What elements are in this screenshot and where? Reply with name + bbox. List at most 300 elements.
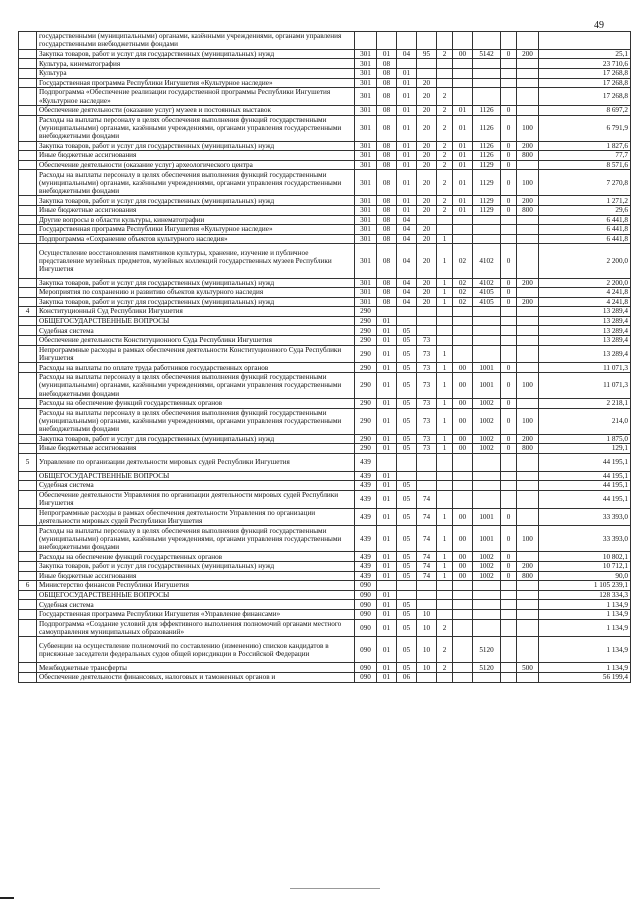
direction-code-cell: 4105 <box>473 288 501 298</box>
activity-code-cell: 00 <box>453 552 473 562</box>
direction-code-cell <box>473 234 501 244</box>
ministry-code-cell: 439 <box>355 471 377 481</box>
subprogram-code-cell: 2 <box>437 160 453 170</box>
program-code-cell: 20 <box>417 105 437 115</box>
item-name-cell: Подпрограмма «Обеспечение реализации государственной программы Республики Ингушетия «Культурное наследие» <box>37 88 355 106</box>
ministry-code-cell: 301 <box>355 160 377 170</box>
direction-code-cell <box>473 453 501 471</box>
subprogram-code-cell: 1 <box>437 434 453 444</box>
row-number-cell <box>19 490 37 508</box>
program-code-cell <box>417 481 437 491</box>
activity-code-cell: 01 <box>453 141 473 151</box>
direction-suffix-cell <box>501 609 517 619</box>
activity-code-cell: 00 <box>453 373 473 399</box>
item-name-cell: Расходы на выплаты персоналу в целях обеспечения выполнения функций государственными (муниципальными) органами, казёнными учреждениями, органами управления государственными внебюджетными фондами <box>37 526 355 552</box>
program-code-cell: 20 <box>417 160 437 170</box>
activity-code-cell: 02 <box>453 297 473 307</box>
activity-code-cell: 02 <box>453 244 473 278</box>
program-code-cell: 74 <box>417 508 437 526</box>
activity-code-cell: 00 <box>453 49 473 59</box>
section-code-cell <box>377 453 397 471</box>
amount-cell: 10 802,1 <box>539 552 631 562</box>
direction-suffix-cell: 0 <box>501 508 517 526</box>
ministry-code-cell: 290 <box>355 326 377 336</box>
subsection-code-cell: 05 <box>397 336 417 346</box>
expense-type-cell: 100 <box>517 408 539 434</box>
ministry-code-cell: 301 <box>355 68 377 78</box>
ministry-code-cell: 090 <box>355 609 377 619</box>
direction-suffix-cell <box>501 215 517 225</box>
expense-type-cell <box>517 481 539 491</box>
row-number-cell <box>19 170 37 196</box>
subsection-code-cell: 01 <box>397 170 417 196</box>
subsection-code-cell: 05 <box>397 637 417 663</box>
program-code-cell <box>417 326 437 336</box>
table-row <box>19 141 631 151</box>
section-code-cell: 01 <box>377 471 397 481</box>
ministry-code-cell: 301 <box>355 278 377 288</box>
item-name-cell: Мероприятия по сохранению и развитию объектов культурного наследия <box>37 288 355 298</box>
direction-code-cell: 1002 <box>473 552 501 562</box>
section-code-cell: 08 <box>377 205 397 215</box>
amount-cell: 13 289,4 <box>539 326 631 336</box>
row-number-cell <box>19 278 37 288</box>
expense-type-cell <box>517 32 539 50</box>
section-code-cell: 08 <box>377 297 397 307</box>
direction-suffix-cell <box>501 453 517 471</box>
direction-code-cell: 4105 <box>473 297 501 307</box>
ministry-code-cell: 290 <box>355 316 377 326</box>
activity-code-cell <box>453 78 473 88</box>
activity-code-cell: 00 <box>453 408 473 434</box>
activity-code-cell: 00 <box>453 562 473 572</box>
section-code-cell: 08 <box>377 59 397 69</box>
row-number-cell <box>19 115 37 141</box>
item-name-cell: Иные бюджетные ассигнования <box>37 151 355 161</box>
direction-suffix-cell <box>501 307 517 317</box>
direction-code-cell <box>473 215 501 225</box>
subprogram-code-cell: 1 <box>437 562 453 572</box>
direction-code-cell: 1002 <box>473 399 501 409</box>
row-number-cell <box>19 244 37 278</box>
amount-cell: 56 199,4 <box>539 672 631 682</box>
ministry-code-cell: 290 <box>355 307 377 317</box>
subsection-code-cell: 01 <box>397 115 417 141</box>
item-name-cell: Министерство финансов Республики Ингушетия <box>37 581 355 591</box>
subprogram-code-cell: 1 <box>437 571 453 581</box>
row-number-cell <box>19 590 37 600</box>
amount-cell: 44 195,1 <box>539 453 631 471</box>
activity-code-cell <box>453 672 473 682</box>
item-name-cell: Подпрограмма «Сохранение объектов культурного наследия» <box>37 234 355 244</box>
ministry-code-cell: 301 <box>355 170 377 196</box>
program-code-cell: 20 <box>417 196 437 206</box>
expense-type-cell: 100 <box>517 373 539 399</box>
expense-type-cell <box>517 609 539 619</box>
direction-code-cell <box>473 59 501 69</box>
table-row <box>19 105 631 115</box>
ministry-code-cell: 290 <box>355 444 377 454</box>
program-code-cell <box>417 453 437 471</box>
subprogram-code-cell: 2 <box>437 619 453 637</box>
activity-code-cell <box>453 481 473 491</box>
table-row <box>19 481 631 491</box>
section-code-cell: 01 <box>377 444 397 454</box>
activity-code-cell <box>453 234 473 244</box>
item-name-cell: государственными (муниципальными) органами, казёнными учреждениями, органами управления государственными внебюджетными фондами <box>37 32 355 50</box>
item-name-cell: Культура, кинематография <box>37 59 355 69</box>
expense-type-cell: 800 <box>517 571 539 581</box>
table-row <box>19 373 631 399</box>
item-name-cell: Управление по организации деятельности мировых судей Республики Ингушетия <box>37 453 355 471</box>
activity-code-cell: 00 <box>453 399 473 409</box>
ministry-code-cell: 090 <box>355 590 377 600</box>
table-row <box>19 170 631 196</box>
direction-suffix-cell: 0 <box>501 444 517 454</box>
program-code-cell: 74 <box>417 552 437 562</box>
amount-cell: 1 827,6 <box>539 141 631 151</box>
ministry-code-cell: 090 <box>355 663 377 673</box>
subprogram-code-cell: 2 <box>437 637 453 663</box>
table-row <box>19 444 631 454</box>
subprogram-code-cell: 1 <box>437 408 453 434</box>
direction-suffix-cell: 0 <box>501 160 517 170</box>
item-name-cell: Закупка товаров, работ и услуг для государственных (муниципальных) нужд <box>37 562 355 572</box>
section-code-cell: 01 <box>377 49 397 59</box>
activity-code-cell: 01 <box>453 170 473 196</box>
expense-type-cell <box>517 234 539 244</box>
activity-code-cell <box>453 336 473 346</box>
subsection-code-cell: 05 <box>397 562 417 572</box>
row-number-cell <box>19 600 37 610</box>
direction-code-cell: 4102 <box>473 278 501 288</box>
table-row <box>19 115 631 141</box>
activity-code-cell: 00 <box>453 434 473 444</box>
subprogram-code-cell: 1 <box>437 244 453 278</box>
subprogram-code-cell: 2 <box>437 88 453 106</box>
expense-type-cell <box>517 345 539 363</box>
direction-suffix-cell: 0 <box>501 562 517 572</box>
direction-code-cell <box>473 336 501 346</box>
ministry-code-cell: 290 <box>355 408 377 434</box>
subprogram-code-cell: 1 <box>437 508 453 526</box>
subsection-code-cell: 05 <box>397 326 417 336</box>
ministry-code-cell: 301 <box>355 196 377 206</box>
direction-suffix-cell: 0 <box>501 552 517 562</box>
direction-code-cell: 1129 <box>473 170 501 196</box>
item-name-cell: Закупка товаров, работ и услуг для государственных (муниципальных) нужд <box>37 297 355 307</box>
subprogram-code-cell: 2 <box>437 105 453 115</box>
expense-type-cell <box>517 288 539 298</box>
amount-cell: 29,6 <box>539 205 631 215</box>
direction-code-cell <box>473 471 501 481</box>
row-number-cell <box>19 59 37 69</box>
subprogram-code-cell <box>437 453 453 471</box>
row-number-cell <box>19 562 37 572</box>
budget-table <box>18 31 631 683</box>
subsection-code-cell: 05 <box>397 663 417 673</box>
section-code-cell: 08 <box>377 215 397 225</box>
row-number-cell <box>19 363 37 373</box>
table-row <box>19 336 631 346</box>
ministry-code-cell: 090 <box>355 637 377 663</box>
amount-cell: 11 071,3 <box>539 373 631 399</box>
direction-code-cell: 1126 <box>473 151 501 161</box>
item-name-cell: Конституционный Суд Республики Ингушетия <box>37 307 355 317</box>
subprogram-code-cell: 2 <box>437 115 453 141</box>
expense-type-cell: 500 <box>517 663 539 673</box>
row-number-cell <box>19 481 37 491</box>
activity-code-cell: 01 <box>453 205 473 215</box>
expense-type-cell: 200 <box>517 434 539 444</box>
amount-cell: 6 791,9 <box>539 115 631 141</box>
subsection-code-cell: 01 <box>397 78 417 88</box>
page-number: 49 <box>594 20 604 31</box>
table-row <box>19 316 631 326</box>
table-row <box>19 637 631 663</box>
subprogram-code-cell <box>437 316 453 326</box>
direction-suffix-cell: 0 <box>501 434 517 444</box>
expense-type-cell: 200 <box>517 278 539 288</box>
activity-code-cell: 02 <box>453 278 473 288</box>
subsection-code-cell: 05 <box>397 345 417 363</box>
table-row <box>19 297 631 307</box>
direction-code-cell: 1129 <box>473 160 501 170</box>
direction-code-cell: 5120 <box>473 663 501 673</box>
expense-type-cell <box>517 399 539 409</box>
row-number-cell <box>19 444 37 454</box>
activity-code-cell: 00 <box>453 571 473 581</box>
table-row <box>19 508 631 526</box>
item-name-cell: ОБЩЕГОСУДАРСТВЕННЫЕ ВОПРОСЫ <box>37 316 355 326</box>
section-code-cell: 01 <box>377 590 397 600</box>
subsection-code-cell: 04 <box>397 244 417 278</box>
direction-code-cell <box>473 490 501 508</box>
program-code-cell: 10 <box>417 637 437 663</box>
amount-cell: 33 393,0 <box>539 508 631 526</box>
item-name-cell: Закупка товаров, работ и услуг для государственных (муниципальных) нужд <box>37 278 355 288</box>
direction-code-cell <box>473 88 501 106</box>
direction-suffix-cell: 0 <box>501 399 517 409</box>
section-code-cell: 08 <box>377 244 397 278</box>
program-code-cell: 10 <box>417 663 437 673</box>
ministry-code-cell: 301 <box>355 234 377 244</box>
direction-code-cell: 1002 <box>473 408 501 434</box>
amount-cell: 13 289,4 <box>539 316 631 326</box>
subprogram-code-cell <box>437 609 453 619</box>
expense-type-cell <box>517 490 539 508</box>
section-code-cell <box>377 581 397 591</box>
section-code-cell: 01 <box>377 434 397 444</box>
section-code-cell: 08 <box>377 288 397 298</box>
direction-suffix-cell <box>501 481 517 491</box>
row-number-cell <box>19 151 37 161</box>
table-row <box>19 345 631 363</box>
section-code-cell: 01 <box>377 316 397 326</box>
expense-type-cell <box>517 225 539 235</box>
activity-code-cell: 01 <box>453 105 473 115</box>
table-row <box>19 609 631 619</box>
subsection-code-cell <box>397 307 417 317</box>
direction-suffix-cell <box>501 316 517 326</box>
direction-code-cell <box>473 600 501 610</box>
row-number-cell <box>19 215 37 225</box>
expense-type-cell: 200 <box>517 49 539 59</box>
subsection-code-cell: 01 <box>397 141 417 151</box>
activity-code-cell <box>453 225 473 235</box>
activity-code-cell <box>453 68 473 78</box>
table-row <box>19 600 631 610</box>
ministry-code-cell: 090 <box>355 619 377 637</box>
table-row <box>19 160 631 170</box>
expense-type-cell: 200 <box>517 562 539 572</box>
activity-code-cell: 01 <box>453 115 473 141</box>
activity-code-cell: 00 <box>453 508 473 526</box>
table-row <box>19 672 631 682</box>
activity-code-cell <box>453 326 473 336</box>
ministry-code-cell <box>355 32 377 50</box>
direction-code-cell: 1129 <box>473 196 501 206</box>
amount-cell: 13 289,4 <box>539 345 631 363</box>
subprogram-code-cell <box>437 590 453 600</box>
program-code-cell: 73 <box>417 373 437 399</box>
row-number-cell <box>19 619 37 637</box>
ministry-code-cell: 301 <box>355 244 377 278</box>
item-name-cell: Иные бюджетные ассигнования <box>37 444 355 454</box>
row-number-cell <box>19 336 37 346</box>
amount-cell: 25,1 <box>539 49 631 59</box>
activity-code-cell <box>453 600 473 610</box>
direction-suffix-cell <box>501 68 517 78</box>
expense-type-cell: 200 <box>517 141 539 151</box>
expense-type-cell: 800 <box>517 444 539 454</box>
item-name-cell: Закупка товаров, работ и услуг для государственных (муниципальных) нужд <box>37 196 355 206</box>
row-number-cell <box>19 141 37 151</box>
subsection-code-cell: 04 <box>397 288 417 298</box>
program-code-cell: 20 <box>417 288 437 298</box>
item-name-cell: Обеспечение деятельности (оказание услуг) музеев и постоянных выставок <box>37 105 355 115</box>
subsection-code-cell: 04 <box>397 297 417 307</box>
item-name-cell: Межбюджетные трансферты <box>37 663 355 673</box>
section-code-cell: 08 <box>377 196 397 206</box>
section-code-cell: 08 <box>377 170 397 196</box>
ministry-code-cell: 301 <box>355 115 377 141</box>
section-code-cell: 08 <box>377 151 397 161</box>
section-code-cell: 08 <box>377 225 397 235</box>
item-name-cell: Культура <box>37 68 355 78</box>
program-code-cell: 10 <box>417 609 437 619</box>
activity-code-cell <box>453 215 473 225</box>
amount-cell: 10 712,1 <box>539 562 631 572</box>
amount-cell: 1 134,9 <box>539 663 631 673</box>
program-code-cell: 20 <box>417 141 437 151</box>
direction-code-cell: 1002 <box>473 434 501 444</box>
direction-suffix-cell: 0 <box>501 288 517 298</box>
direction-code-cell: 5142 <box>473 49 501 59</box>
amount-cell: 7 270,8 <box>539 170 631 196</box>
section-code-cell: 08 <box>377 88 397 106</box>
expense-type-cell <box>517 78 539 88</box>
direction-code-cell: 1001 <box>473 508 501 526</box>
table-row <box>19 399 631 409</box>
expense-type-cell: 800 <box>517 151 539 161</box>
item-name-cell: Судебная система <box>37 326 355 336</box>
activity-code-cell: 01 <box>453 160 473 170</box>
ministry-code-cell: 290 <box>355 373 377 399</box>
amount-cell: 8 697,2 <box>539 105 631 115</box>
subsection-code-cell: 05 <box>397 571 417 581</box>
section-code-cell: 01 <box>377 345 397 363</box>
direction-suffix-cell <box>501 663 517 673</box>
program-code-cell: 73 <box>417 345 437 363</box>
subsection-code-cell: 05 <box>397 508 417 526</box>
subprogram-code-cell: 1 <box>437 288 453 298</box>
direction-suffix-cell <box>501 78 517 88</box>
table-row <box>19 471 631 481</box>
program-code-cell <box>417 600 437 610</box>
direction-suffix-cell <box>501 345 517 363</box>
amount-cell: 1 134,9 <box>539 600 631 610</box>
ministry-code-cell: 439 <box>355 481 377 491</box>
subsection-code-cell: 01 <box>397 205 417 215</box>
expense-type-cell: 100 <box>517 526 539 552</box>
item-name-cell: Иные бюджетные ассигнования <box>37 205 355 215</box>
row-number-cell <box>19 105 37 115</box>
subprogram-code-cell: 2 <box>437 196 453 206</box>
item-name-cell: Расходы на выплаты по оплате труда работников государственных органов <box>37 363 355 373</box>
ministry-code-cell: 090 <box>355 581 377 591</box>
activity-code-cell <box>453 471 473 481</box>
activity-code-cell <box>453 307 473 317</box>
item-name-cell: Расходы на выплаты персоналу в целях обеспечения выполнения функций государственными (муниципальными) органами, казёнными учреждениями, органами управления государственными внебюджетными фондами <box>37 170 355 196</box>
activity-code-cell <box>453 581 473 591</box>
subprogram-code-cell <box>437 59 453 69</box>
ministry-code-cell: 090 <box>355 672 377 682</box>
table-row <box>19 581 631 591</box>
row-number-cell <box>19 205 37 215</box>
expense-type-cell <box>517 619 539 637</box>
row-number-cell <box>19 68 37 78</box>
row-number-cell <box>19 225 37 235</box>
activity-code-cell <box>453 316 473 326</box>
section-code-cell: 08 <box>377 78 397 88</box>
direction-suffix-cell <box>501 637 517 663</box>
direction-code-cell <box>473 619 501 637</box>
amount-cell: 6 441,8 <box>539 234 631 244</box>
program-code-cell: 20 <box>417 88 437 106</box>
expense-type-cell <box>517 637 539 663</box>
amount-cell: 6 441,8 <box>539 225 631 235</box>
amount-cell: 90,0 <box>539 571 631 581</box>
amount-cell: 11 071,3 <box>539 363 631 373</box>
item-name-cell: Непрограммные расходы в рамках обеспечения деятельности Управления по организации деятельности мировых судей Республики Ингушетия <box>37 508 355 526</box>
subsection-code-cell: 04 <box>397 49 417 59</box>
row-number-cell <box>19 672 37 682</box>
table-row <box>19 59 631 69</box>
direction-suffix-cell <box>501 88 517 106</box>
direction-code-cell: 4102 <box>473 244 501 278</box>
expense-type-cell: 200 <box>517 196 539 206</box>
program-code-cell: 20 <box>417 234 437 244</box>
item-name-cell: Государственная программа Республики Ингушетия «Культурное наследие» <box>37 225 355 235</box>
item-name-cell: Расходы на выплаты персоналу в целях обеспечения выполнения функций государственными (муниципальными) органами, казёнными учреждениями, органами управления государственными внебюджетными фондами <box>37 115 355 141</box>
subsection-code-cell: 01 <box>397 68 417 78</box>
ministry-code-cell: 301 <box>355 215 377 225</box>
ministry-code-cell: 439 <box>355 562 377 572</box>
item-name-cell: Обеспечение деятельности Конституционного Суда Республики Ингушетия <box>37 336 355 346</box>
ministry-code-cell: 439 <box>355 453 377 471</box>
amount-cell: 77,7 <box>539 151 631 161</box>
